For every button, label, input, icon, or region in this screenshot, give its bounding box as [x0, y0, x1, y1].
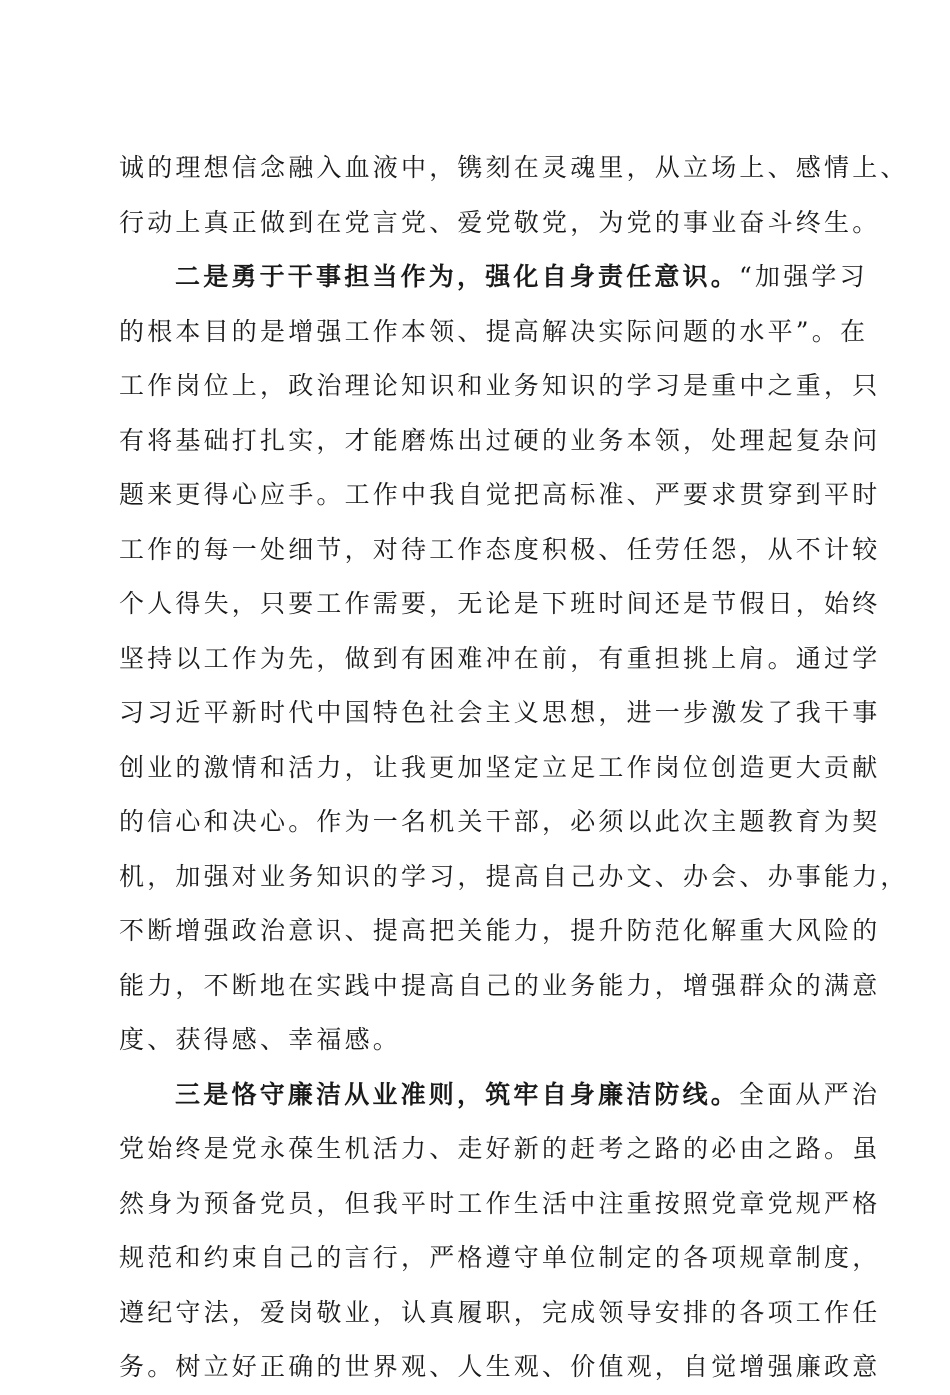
- text-line: 题来更得心应手。工作中我自觉把高标准、严要求贯穿到平时: [119, 480, 881, 509]
- text-line: 有将基础打扎实，才能磨炼出过硬的业务本领，处理起复杂问: [119, 425, 881, 455]
- text-line: 务。树立好正确的世界观、人生观、价值观，自觉增强廉政意: [119, 1352, 881, 1381]
- paragraph-heading: 二是勇于干事担当作为，强化自身责任意识。: [175, 262, 740, 291]
- paragraph: [119, 141, 909, 250]
- text-line: 创业的激情和活力，让我更加坚定立足工作岗位创造更大贡献: [119, 752, 881, 782]
- text-line: 行动上真正做到在党言党、爱党敬党，为党的事业奋斗终生。: [119, 207, 881, 237]
- text-line: 党始终是党永葆生机活力、走好新的赶考之路的必由之路。虽: [119, 1134, 881, 1163]
- text-line: 能力，不断地在实践中提高自己的业务能力，增强群众的满意: [119, 970, 881, 1000]
- text-line: 规范和约束自己的言行，严格遵守单位制定的各项规章制度，: [119, 1243, 881, 1272]
- text-span: 全面从严治: [739, 1079, 881, 1109]
- text-line: 机，加强对业务知识的学习，提高自己办文、办会、办事能力，: [119, 861, 909, 891]
- paragraph-heading: 三是恪守廉洁从业准则，筑牢自身廉洁防线。: [175, 1079, 740, 1109]
- text-line: [119, 1068, 881, 1123]
- text-line: 遵纪守法，爱岗敬业，认真履职，完成领导安排的各项工作任: [119, 1297, 881, 1327]
- text-line: 度、获得感、幸福感。: [119, 1025, 402, 1054]
- text-line: 工作的每一处细节，对待工作态度积极、任劳任怨，从不计较: [119, 534, 881, 564]
- body-text: [119, 141, 909, 1395]
- text-line: 工作岗位上，政治理论知识和业务知识的学习是重中之重，只: [119, 371, 881, 400]
- paragraph: [119, 250, 909, 1068]
- paragraph: [119, 1068, 881, 1395]
- text-line: 诚的理想信念融入血液中，镌刻在灵魂里，从立场上、感情上、: [119, 153, 909, 182]
- text-line: 坚持以工作为先，做到有困难冲在前，有重担挑上肩。通过学: [119, 643, 881, 673]
- text-line: [119, 250, 868, 305]
- text-line: 的信心和决心。作为一名机关干部，必须以此次主题教育为契: [119, 807, 881, 836]
- text-line: 的根本目的是增强工作本领、提高解决实际问题的水平”。在: [119, 316, 869, 346]
- text-line: 习习近平新时代中国特色社会主义思想，进一步激发了我干事: [119, 698, 881, 727]
- text-line: 不断增强政治意识、提高把关能力，提升防范化解重大风险的: [119, 916, 881, 945]
- text-line: 然身为预备党员，但我平时工作生活中注重按照党章党规严格: [119, 1188, 881, 1218]
- text-line: 个人得失，只要工作需要，无论是下班时间还是节假日，始终: [119, 589, 881, 618]
- text-span: “加强学习: [739, 262, 868, 291]
